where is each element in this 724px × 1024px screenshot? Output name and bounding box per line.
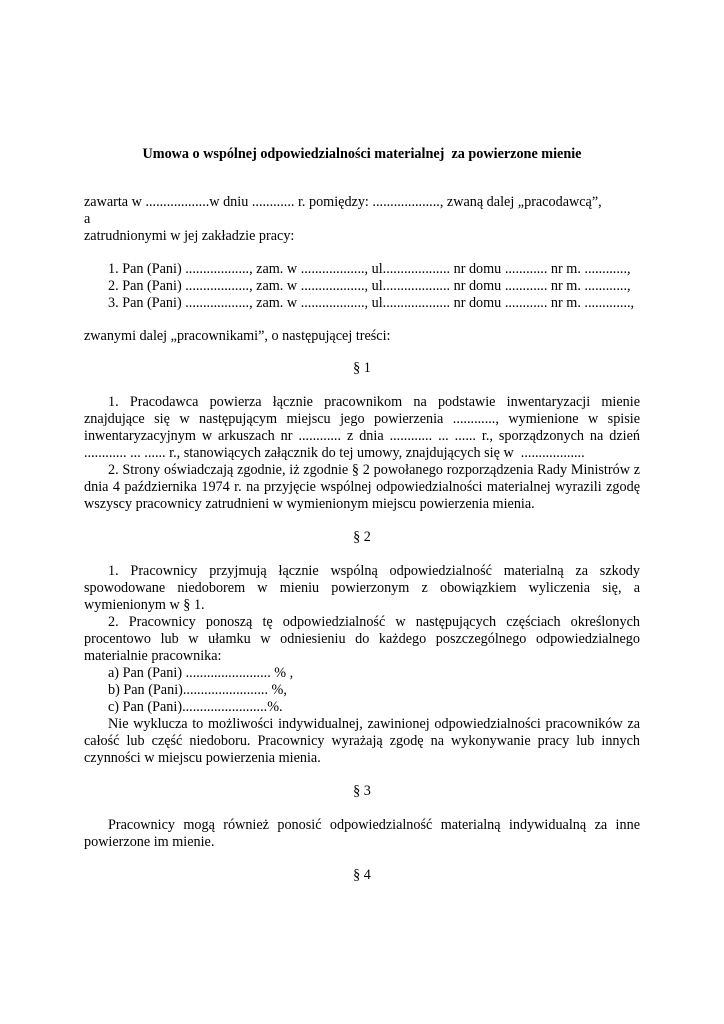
intro-line: zatrudnionymi w jej zakładzie pracy: bbox=[84, 228, 295, 244]
paragraph-line: 2. Strony oświadczają zgodnie, iż zgodnie § 2 powołanego rozporządzenia Rady Ministrów z bbox=[108, 462, 640, 478]
intro-line: zawarta w ..................w dniu ............ r. pomiędzy: ..................., zwaną dalej „pracodawcą”, bbox=[84, 194, 602, 210]
paragraph-line: wymienionym w § 1. bbox=[84, 597, 205, 613]
section-heading: § 2 bbox=[353, 529, 371, 545]
party-line: 3. Pan (Pani) .................., zam. w .................., ul................... nr domu ............ nr m. ............., bbox=[108, 295, 635, 311]
section-heading: § 4 bbox=[353, 867, 371, 883]
paragraph-line: Nie wyklucza to możliwości indywidualnej, zawinionej odpowiedzialności pracowników za bbox=[108, 716, 640, 732]
paragraph-line: znajdujące się w następującym miejscu jego powierzenia ............, wymienione w spisie bbox=[84, 411, 640, 427]
paragraph-line: spowodowane niedoborem w mieniu powierzonym z obowiązkiem wyliczenia się, a bbox=[84, 580, 640, 596]
party-line: 2. Pan (Pani) .................., zam. w .................., ul................... nr domu ............ nr m. ............, bbox=[108, 278, 631, 294]
paragraph-line: 2. Pracownicy ponoszą tę odpowiedzialność w następujących częściach określonych bbox=[108, 614, 640, 630]
paragraph-line: powierzone im mienie. bbox=[84, 834, 215, 850]
paragraph-line: wszyscy pracownicy zatrudnieni w wymienionym miejscu powierzenia mienia. bbox=[84, 496, 535, 512]
paragraph-line: dnia 4 października 1974 r. na przyjęcie wspólnej odpowiedzialności materialnej wyrazili zgodę bbox=[84, 479, 640, 495]
parties-closing: zwanymi dalej „pracownikami”, o następującej treści: bbox=[84, 328, 391, 344]
paragraph-line: 1. Pracownicy przyjmują łącznie wspólną odpowiedzialność materialną za szkody bbox=[108, 563, 640, 579]
section-heading: § 1 bbox=[353, 360, 371, 376]
paragraph-line: całość lub część niedoboru. Pracownicy wyrażają zgodę na wykonywanie pracy lub innych bbox=[84, 733, 640, 749]
party-line: 1. Pan (Pani) .................., zam. w .................., ul................... nr domu ............ nr m. ............, bbox=[108, 261, 631, 277]
paragraph-line: czynności w miejscu powierzenia mienia. bbox=[84, 750, 321, 766]
section-heading: § 3 bbox=[353, 783, 371, 799]
paragraph-line: inwentaryzacyjnym w arkuszach nr ............ z dnia ............ ... ...... r., sporządzonych na dzień bbox=[84, 428, 640, 444]
paragraph-line: materialnie pracownika: bbox=[84, 648, 222, 664]
list-item: a) Pan (Pani) ........................ % , bbox=[108, 665, 294, 681]
paragraph-line: 1. Pracodawca powierza łącznie pracownikom na podstawie inwentaryzacji mienie bbox=[108, 394, 640, 410]
intro-line: a bbox=[84, 211, 91, 227]
paragraph-line: ............ ... ...... r., stanowiących załącznik do tej umowy, znajdujących się w .................. bbox=[84, 445, 585, 461]
list-item: c) Pan (Pani)........................%. bbox=[108, 699, 283, 715]
document-title: Umowa o wspólnej odpowiedzialności materialnej za powierzone mienie bbox=[142, 146, 582, 162]
list-item: b) Pan (Pani)........................ %, bbox=[108, 682, 287, 698]
paragraph-line: Pracownicy mogą również ponosić odpowiedzialność materialną indywidualną za inne bbox=[108, 817, 640, 833]
paragraph-line: procentowo lub w ułamku w odniesieniu do każdego poszczególnego odpowiedzialnego bbox=[84, 631, 640, 647]
